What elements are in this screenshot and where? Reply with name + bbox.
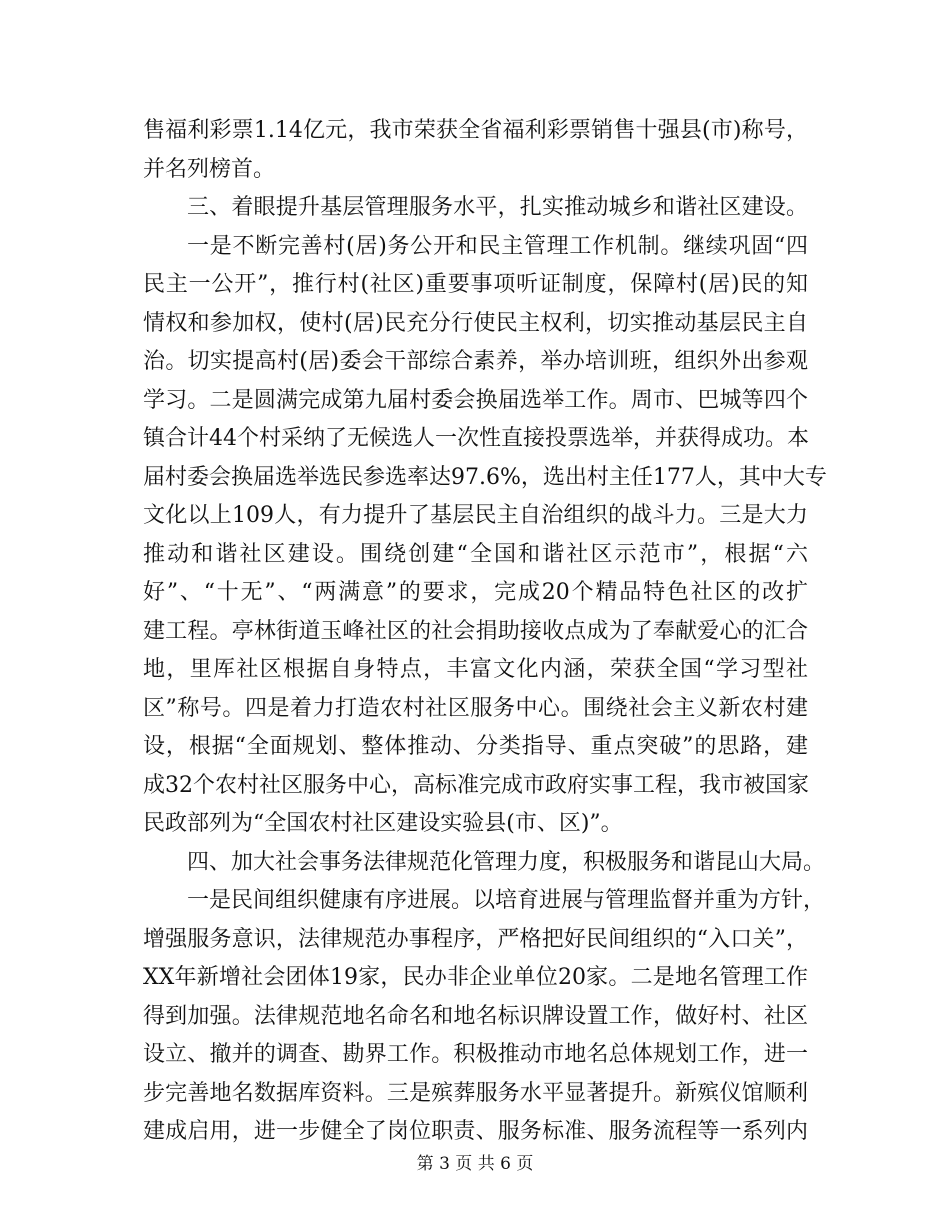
- page-footer: [0, 1152, 950, 1176]
- document-body: [143, 112, 827, 1152]
- text-line: 步完善地名数据库资料。三是殡葬服务水平显著提升。新殡仪馆顺利: [143, 1080, 808, 1106]
- text-line: 区”称号。四是着力打造农村社区服务中心。围绕社会主义新农村建: [143, 695, 808, 721]
- text-line: 文化以上109人，有力提升了基层民主自治组织的战斗力。三是大力: [143, 503, 808, 528]
- text-line: 增强服务意识，法律规范办事程序，严格把好民间组织的“入口关”，: [143, 926, 808, 952]
- text-line: 成32个农村社区服务中心，高标准完成市政府实事工程，我市被国家: [143, 772, 809, 798]
- text-line: 民政部列为“全国农村社区建设实验县(市、区)”。: [143, 811, 623, 836]
- text-line: 建工程。亭林街道玉峰社区的社会捐助接收点成为了奉献爱心的汇合: [143, 618, 808, 644]
- text-line: 设立、撤并的调查、勘界工作。积极推动市地名总体规划工作，进一: [143, 1042, 808, 1067]
- text-line: 四、加大社会事务法律规范化管理力度，积极服务和谐昆山大局。: [187, 849, 826, 875]
- text-line: 情权和参加权，使村(居)民充分行使民主权利，切实推动基层民主自: [143, 310, 808, 336]
- page-number: 第 3 页 共 6 页: [416, 1154, 534, 1174]
- text-line: 学习。二是圆满完成第九届村委会换届选举工作。周市、巴城等四个: [143, 387, 808, 413]
- text-line: 好”、“十无”、“两满意”的要求，完成20个精品特色社区的改扩: [143, 580, 808, 605]
- paragraph-lines: [143, 112, 827, 1152]
- text-line: 推动和谐社区建设。围绕创建“全国和谐社区示范市”，根据“六: [143, 541, 808, 567]
- text-line: 售福利彩票1.14亿元，我市荣获全省福利彩票销售十强县(市)称号，: [143, 118, 808, 143]
- text-line: 并名列榜首。: [143, 156, 276, 182]
- text-line: 镇合计44个村采纳了无候选人一次性直接投票选举，并获得成功。本: [143, 426, 809, 451]
- text-line: 治。切实提高村(居)委会干部综合素养，举办培训班，组织外出参观: [143, 349, 808, 374]
- text-line: 民主一公开”，推行村(社区)重要事项听证制度，保障村(居)民的知: [143, 272, 808, 297]
- text-line: XX年新增社会团体19家，民办非企业单位20家。二是地名管理工作: [143, 965, 808, 990]
- text-line: 设，根据“全面规划、整体推动、分类指导、重点突破”的思路，建: [143, 734, 808, 759]
- text-line: 一是民间组织健康有序进展。以培育进展与管理监督并重为方针，: [187, 888, 826, 913]
- text-line: 建成启用，进一步健全了岗位职责、服务标准、服务流程等一系列内: [143, 1119, 808, 1144]
- text-line: 三、着眼提升基层管理服务水平，扎实推动城乡和谐社区建设。: [187, 195, 808, 220]
- text-line: 地，里厍社区根据自身特点，丰富文化内涵，荣获全国“学习型社: [143, 657, 808, 682]
- text-line: 届村委会换届选举选民参选率达97.6%，选出村主任177人，其中大专: [143, 464, 827, 490]
- text-line: 得到加强。法律规范地名命名和地名标识牌设置工作，做好村、社区: [143, 1003, 808, 1029]
- text-line: 一是不断完善村(居)务公开和民主管理工作机制。继续巩固“四: [187, 233, 808, 259]
